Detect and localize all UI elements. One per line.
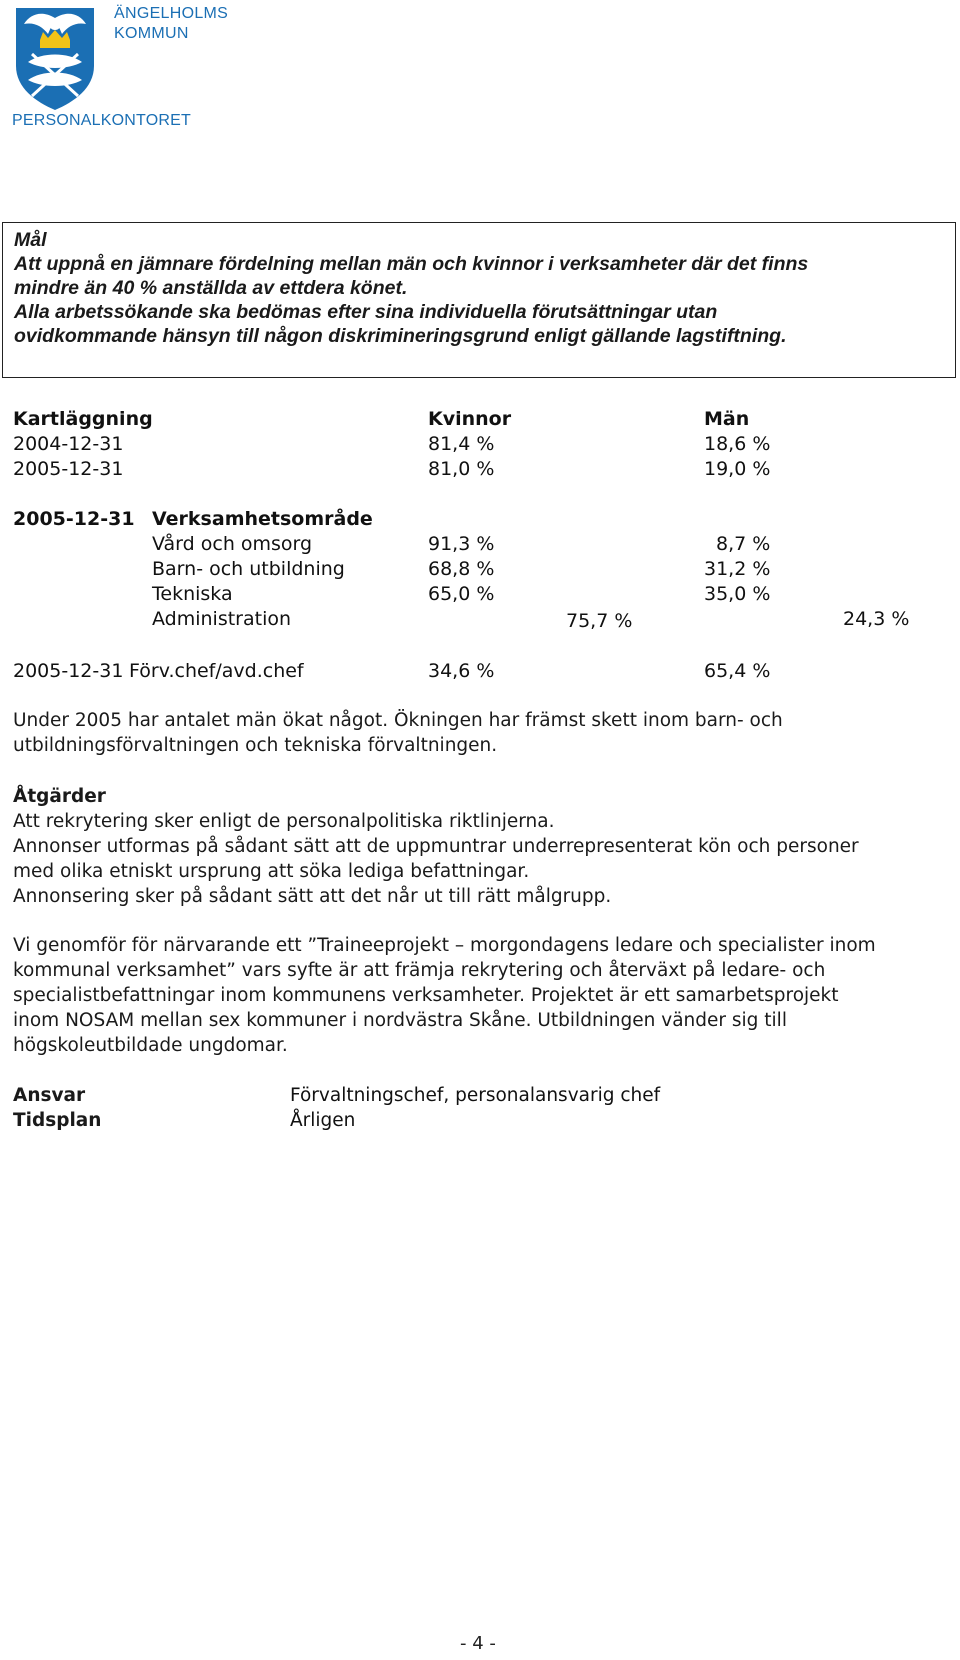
goal-line: mindre än 40 % anställda av ettdera könet. [14, 277, 408, 299]
project-line: inom NOSAM mellan sex kommuner i nordvästra Skåne. Utbildningen vänder sig till [13, 1010, 787, 1031]
summary-line: utbildningsförvaltningen och tekniska förvaltningen. [13, 735, 498, 756]
actions-line: Annonsering sker på sådant sätt att det når ut till rätt målgrupp. [13, 886, 612, 907]
area-women: 91,3 % [428, 533, 495, 555]
logo-name-line1: ÄNGELHOLMS [114, 5, 229, 22]
survey-header-label: Kartläggning [13, 408, 153, 430]
schedule-value: Årligen [290, 1110, 356, 1131]
responsibility-label: Ansvar [13, 1085, 86, 1106]
managers-women: 34,6 % [428, 660, 495, 682]
goal-heading: Mål [14, 229, 47, 251]
survey-row-women: 81,4 % [428, 433, 495, 455]
goal-line: Att uppnå en jämnare fördelning mellan män och kvinnor i verksamheter där det finns [14, 253, 809, 275]
area-women: 75,7 % [566, 610, 633, 632]
department-name: PERSONALKONTORET [12, 112, 191, 129]
area-men: 24,3 % [843, 608, 910, 630]
survey-header-women: Kvinnor [428, 408, 512, 430]
responsibility-value: Förvaltningschef, personalansvarig chef [290, 1085, 661, 1106]
project-line: högskoleutbildade ungdomar. [13, 1035, 288, 1056]
survey-header-men: Män [704, 408, 750, 430]
summary-line: Under 2005 har antalet män ökat något. Ökningen har främst skett inom barn- och [13, 710, 783, 731]
area-men: 35,0 % [704, 583, 771, 605]
survey-row-date: 2004-12-31 [13, 433, 124, 455]
areas-heading: Verksamhetsområde [152, 508, 373, 530]
survey-row-date: 2005-12-31 [13, 458, 124, 480]
area-name: Vård och omsorg [152, 533, 313, 555]
goal-box [2, 222, 956, 378]
areas-date: 2005-12-31 [13, 508, 135, 530]
area-name: Tekniska [152, 583, 233, 605]
goal-line: ovidkommande hänsyn till någon diskrimineringsgrund enligt gällande lagstiftning. [14, 325, 787, 347]
actions-line: Annonser utformas på sådant sätt att de uppmuntrar underrepresenterat kön och personer [13, 836, 859, 857]
survey-row-women: 81,0 % [428, 458, 495, 480]
actions-line: med olika etniskt ursprung att söka lediga befattningar. [13, 861, 530, 882]
area-women: 65,0 % [428, 583, 495, 605]
project-line: specialistbefattningar inom kommunens verksamheter. Projektet är ett samarbetsprojekt [13, 985, 839, 1006]
project-line: Vi genomför för närvarande ett ”Traineeprojekt – morgondagens ledare och specialister inom [13, 935, 876, 956]
actions-heading: Åtgärder [13, 786, 106, 807]
project-line: kommunal verksamhet” vars syfte är att främja rekrytering och återväxt på ledare- och [13, 960, 826, 981]
schedule-label: Tidsplan [13, 1110, 102, 1131]
area-men: 31,2 % [704, 558, 771, 580]
survey-row-men: 19,0 % [704, 458, 771, 480]
area-men: 8,7 % [716, 533, 771, 555]
managers-label: Förv.chef/avd.chef [129, 660, 304, 682]
actions-line: Att rekrytering sker enligt de personalpolitiska riktlinjerna. [13, 811, 555, 832]
page-number: - 4 - [460, 1633, 496, 1654]
area-name: Barn- och utbildning [152, 558, 345, 580]
logo-name-line2: KOMMUN [114, 25, 189, 42]
managers-men: 65,4 % [704, 660, 771, 682]
coat-of-arms-icon [12, 4, 98, 112]
goal-line: Alla arbetssökande ska bedömas efter sina individuella förutsättningar utan [14, 301, 718, 323]
managers-date: 2005-12-31 [13, 660, 124, 682]
survey-row-men: 18,6 % [704, 433, 771, 455]
area-name: Administration [152, 608, 292, 630]
municipality-logo [12, 4, 229, 134]
area-women: 68,8 % [428, 558, 495, 580]
